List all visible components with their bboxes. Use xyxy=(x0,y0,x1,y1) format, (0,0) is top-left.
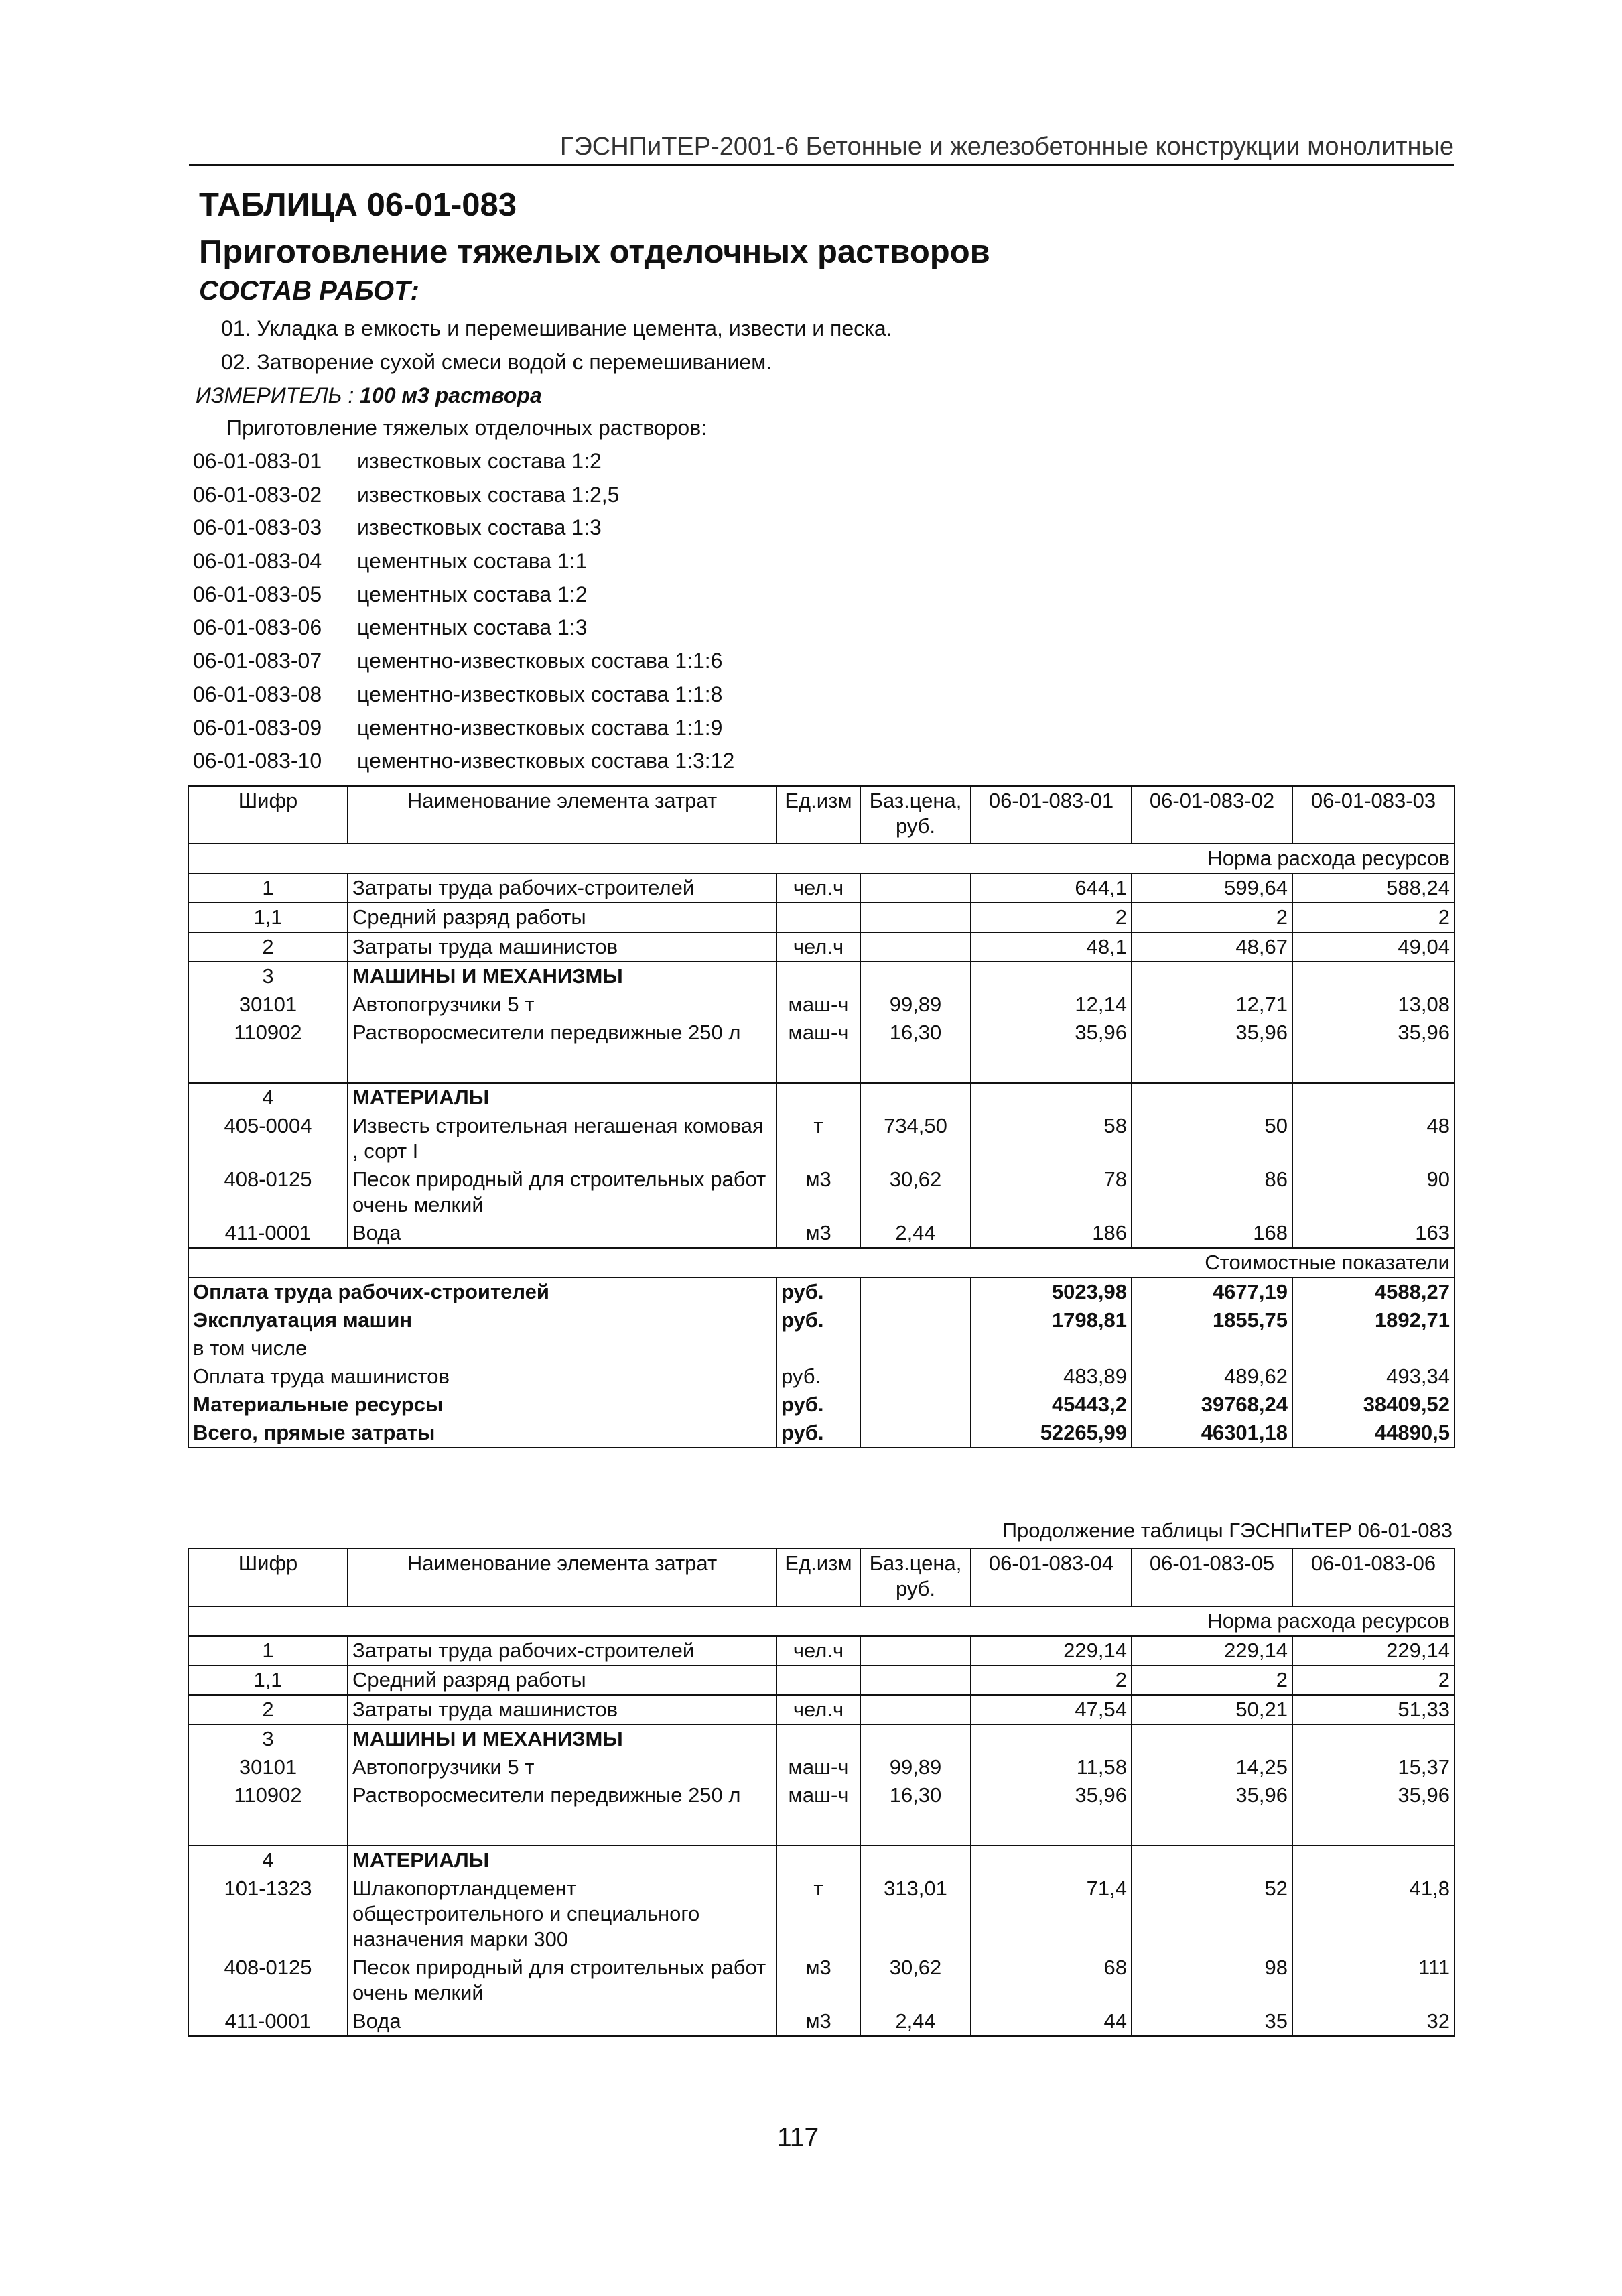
row-value: 35,96 xyxy=(971,1019,1132,1083)
cost-label-row xyxy=(188,1248,1455,1277)
variant-code: 06-01-083-08 xyxy=(193,682,322,706)
row-value: 35,96 xyxy=(971,1781,1132,1846)
cost-value: 4677,19 xyxy=(1132,1277,1292,1306)
row-value: 599,64 xyxy=(1132,873,1292,903)
col-header-variant: 06-01-083-06 xyxy=(1292,1549,1455,1606)
row-name: Растворосмесители передвижные 250 л xyxy=(348,1781,776,1846)
variant-item xyxy=(193,578,734,612)
row-unit: м3 xyxy=(776,1954,860,2007)
row-value: 52 xyxy=(1132,1874,1292,1954)
row-value: 35,96 xyxy=(1292,1019,1455,1083)
row-code: 411-0001 xyxy=(188,1219,348,1248)
group-row xyxy=(188,1724,1455,1753)
row-value: 49,04 xyxy=(1292,932,1455,962)
table-row xyxy=(188,1954,1455,2007)
cost-row xyxy=(188,1362,1455,1391)
measure-line xyxy=(196,383,542,408)
row-value: 12,14 xyxy=(971,991,1132,1019)
row-value: 48 xyxy=(1292,1112,1455,1165)
row-unit: м3 xyxy=(776,2007,860,2036)
row-value: 2 xyxy=(1132,903,1292,932)
variant-code: 06-01-083-09 xyxy=(193,715,322,740)
row-name: Затраты труда машинистов xyxy=(348,1695,776,1724)
col-header-price: Баз.цена, руб. xyxy=(860,786,971,844)
col-header-variant: 06-01-083-03 xyxy=(1292,786,1455,844)
measure-label: ИЗМЕРИТЕЛЬ : xyxy=(196,383,354,407)
variant-name: цементно-известковых состава 1:1:6 xyxy=(357,649,723,674)
variant-code: 06-01-083-02 xyxy=(193,482,322,507)
table-row xyxy=(188,1636,1455,1665)
cost-value: 493,34 xyxy=(1292,1362,1455,1391)
row-price xyxy=(860,1665,971,1695)
continuation-note: Продолжение таблицы ГЭСНПиТЕР 06-01-083 xyxy=(1002,1519,1452,1542)
variant-code: 06-01-083-01 xyxy=(193,449,322,473)
cost-value: 483,89 xyxy=(971,1362,1132,1391)
table-row xyxy=(188,991,1455,1019)
row-value: 78 xyxy=(971,1165,1132,1219)
variant-list xyxy=(193,445,734,778)
variant-item xyxy=(193,678,734,712)
table-header-row xyxy=(188,786,1455,844)
row-value: 168 xyxy=(1132,1219,1292,1248)
row-code: 411-0001 xyxy=(188,2007,348,2036)
norm-label: Норма расхода ресурсов xyxy=(188,1606,1455,1636)
row-value: 2 xyxy=(1132,1665,1292,1695)
col-header-name: Наименование элемента затрат xyxy=(348,786,776,844)
group-code: 4 xyxy=(188,1083,348,1112)
row-unit: чел.ч xyxy=(776,1695,860,1724)
row-unit: маш-ч xyxy=(776,1781,860,1846)
table-title: ТАБЛИЦА 06-01-083 xyxy=(199,187,517,223)
row-name: Вода xyxy=(348,1219,776,1248)
group-row xyxy=(188,1083,1455,1112)
group-name: МАШИНЫ И МЕХАНИЗМЫ xyxy=(348,962,776,991)
col-header-unit: Ед.изм xyxy=(776,786,860,844)
row-unit: м3 xyxy=(776,1165,860,1219)
variant-item xyxy=(193,445,734,479)
row-code: 30101 xyxy=(188,991,348,1019)
cost-value: 5023,98 xyxy=(971,1277,1132,1306)
table-row xyxy=(188,903,1455,932)
variant-code: 06-01-083-03 xyxy=(193,515,322,540)
row-unit: чел.ч xyxy=(776,1636,860,1665)
row-value: 50 xyxy=(1132,1112,1292,1165)
row-value: 11,58 xyxy=(971,1753,1132,1781)
variant-name: цементных состава 1:2 xyxy=(357,582,588,607)
row-value: 68 xyxy=(971,1954,1132,2007)
row-unit xyxy=(776,1665,860,1695)
variant-item xyxy=(193,745,734,778)
cost-row xyxy=(188,1306,1455,1334)
table-header-row xyxy=(188,1549,1455,1606)
table-row xyxy=(188,1019,1455,1083)
variant-name: цементно-известковых состава 1:3:12 xyxy=(357,749,735,773)
cost-value: 39768,24 xyxy=(1132,1391,1292,1419)
group-name: МАТЕРИАЛЫ xyxy=(348,1846,776,1874)
work-item: 02. Затворение сухой смеси водой с перемешиванием. xyxy=(221,350,772,374)
row-value: 48,1 xyxy=(971,932,1132,962)
row-unit: м3 xyxy=(776,1219,860,1248)
variant-item xyxy=(193,479,734,512)
row-value: 32 xyxy=(1292,2007,1455,2036)
cost-unit: руб. xyxy=(776,1362,860,1391)
row-unit: т xyxy=(776,1874,860,1954)
row-price: 2,44 xyxy=(860,1219,971,1248)
cost-name: Оплата труда рабочих-строителей xyxy=(188,1277,776,1306)
variant-name: известковых состава 1:2 xyxy=(357,449,602,473)
row-price xyxy=(860,1695,971,1724)
row-unit: чел.ч xyxy=(776,873,860,903)
table-row xyxy=(188,1695,1455,1724)
cost-name: Оплата труда машинистов xyxy=(188,1362,776,1391)
row-value: 644,1 xyxy=(971,873,1132,903)
running-header: ГЭСНПиТЕР-2001-6 Бетонные и железобетонные конструкции монолитные xyxy=(189,133,1454,166)
row-name: Средний разряд работы xyxy=(348,1665,776,1695)
row-value: 48,67 xyxy=(1132,932,1292,962)
row-code: 2 xyxy=(188,1695,348,1724)
col-header-price: Баз.цена, руб. xyxy=(860,1549,971,1606)
cost-value: 45443,2 xyxy=(971,1391,1132,1419)
cost-name: Эксплуатация машин xyxy=(188,1306,776,1334)
row-value: 35,96 xyxy=(1292,1781,1455,1846)
cost-unit: руб. xyxy=(776,1391,860,1419)
row-value: 12,71 xyxy=(1132,991,1292,1019)
row-value: 35,96 xyxy=(1132,1781,1292,1846)
variant-item xyxy=(193,511,734,545)
row-value: 2 xyxy=(971,1665,1132,1695)
row-value: 50,21 xyxy=(1132,1695,1292,1724)
variant-code: 06-01-083-10 xyxy=(193,749,322,773)
col-header-variant: 06-01-083-05 xyxy=(1132,1549,1292,1606)
page-number: 117 xyxy=(777,2123,819,2152)
row-value: 86 xyxy=(1132,1165,1292,1219)
cost-unit: руб. xyxy=(776,1419,860,1448)
row-price: 30,62 xyxy=(860,1954,971,2007)
row-price: 734,50 xyxy=(860,1112,971,1165)
table-row xyxy=(188,1874,1455,1954)
table-row xyxy=(188,932,1455,962)
table-row xyxy=(188,1112,1455,1165)
row-name: Автопогрузчики 5 т xyxy=(348,1753,776,1781)
row-code: 1 xyxy=(188,1636,348,1665)
row-value: 111 xyxy=(1292,1954,1455,2007)
group-name: МАШИНЫ И МЕХАНИЗМЫ xyxy=(348,1724,776,1753)
row-value: 163 xyxy=(1292,1219,1455,1248)
row-price: 30,62 xyxy=(860,1165,971,1219)
row-price xyxy=(860,1636,971,1665)
variant-item xyxy=(193,611,734,645)
variant-name: известковых состава 1:3 xyxy=(357,515,602,540)
row-code: 408-0125 xyxy=(188,1954,348,2007)
group-code: 4 xyxy=(188,1846,348,1874)
group-row xyxy=(188,1846,1455,1874)
row-name: Песок природный для строительных работ очень мелкий xyxy=(348,1165,776,1219)
cost-value: 52265,99 xyxy=(971,1419,1132,1448)
variant-item xyxy=(193,545,734,578)
row-value: 588,24 xyxy=(1292,873,1455,903)
col-header-variant: 06-01-083-01 xyxy=(971,786,1132,844)
cost-row xyxy=(188,1391,1455,1419)
row-value: 2 xyxy=(1292,1665,1455,1695)
norm-label: Норма расхода ресурсов xyxy=(188,844,1455,873)
row-code: 101-1323 xyxy=(188,1874,348,1954)
row-unit: маш-ч xyxy=(776,991,860,1019)
cost-value: 1855,75 xyxy=(1132,1306,1292,1334)
col-header-code: Шифр xyxy=(188,1549,348,1606)
row-code: 30101 xyxy=(188,1753,348,1781)
work-item: 01. Укладка в емкость и перемешивание цемента, извести и песка. xyxy=(221,316,892,340)
cost-value: 489,62 xyxy=(1132,1362,1292,1391)
cost-label: Стоимостные показатели xyxy=(188,1248,1455,1277)
row-value: 51,33 xyxy=(1292,1695,1455,1724)
table-row xyxy=(188,873,1455,903)
row-value: 13,08 xyxy=(1292,991,1455,1019)
row-price xyxy=(860,903,971,932)
cost-value: 1892,71 xyxy=(1292,1306,1455,1334)
variant-name: цементных состава 1:3 xyxy=(357,615,588,640)
cost-row xyxy=(188,1334,1455,1362)
row-value: 229,14 xyxy=(1292,1636,1455,1665)
row-code: 1,1 xyxy=(188,903,348,932)
row-name: Затраты труда рабочих-строителей xyxy=(348,873,776,903)
resource-table-1 xyxy=(188,785,1455,1448)
row-unit: маш-ч xyxy=(776,1753,860,1781)
col-header-code: Шифр xyxy=(188,786,348,844)
variant-name: цементных состава 1:1 xyxy=(357,549,588,574)
row-value: 35 xyxy=(1132,2007,1292,2036)
row-name: Затраты труда рабочих-строителей xyxy=(348,1636,776,1665)
row-name: Известь строительная негашеная комовая , сорт I xyxy=(348,1112,776,1165)
row-code: 408-0125 xyxy=(188,1165,348,1219)
row-price: 2,44 xyxy=(860,2007,971,2036)
col-header-unit: Ед.изм xyxy=(776,1549,860,1606)
row-value: 35,96 xyxy=(1132,1019,1292,1083)
cost-value: 44890,5 xyxy=(1292,1419,1455,1448)
row-code: 110902 xyxy=(188,1781,348,1846)
variant-name: цементно-известковых состава 1:1:9 xyxy=(357,715,723,740)
row-name: Автопогрузчики 5 т xyxy=(348,991,776,1019)
table-row xyxy=(188,1665,1455,1695)
norm-label-row xyxy=(188,1606,1455,1636)
group-code: 3 xyxy=(188,962,348,991)
row-value: 229,14 xyxy=(1132,1636,1292,1665)
variant-item xyxy=(193,645,734,678)
cost-value: 38409,52 xyxy=(1292,1391,1455,1419)
row-name: Песок природный для строительных работ очень мелкий xyxy=(348,1954,776,2007)
cost-row xyxy=(188,1277,1455,1306)
row-name: Вода xyxy=(348,2007,776,2036)
row-name: Шлакопортландцемент общестроительного и специального назначения марки 300 xyxy=(348,1874,776,1954)
row-value: 47,54 xyxy=(971,1695,1132,1724)
table-row xyxy=(188,1165,1455,1219)
group-name: МАТЕРИАЛЫ xyxy=(348,1083,776,1112)
col-header-name: Наименование элемента затрат xyxy=(348,1549,776,1606)
table-row xyxy=(188,1753,1455,1781)
row-code: 1 xyxy=(188,873,348,903)
row-value: 44 xyxy=(971,2007,1132,2036)
cost-row xyxy=(188,1419,1455,1448)
row-value: 98 xyxy=(1132,1954,1292,2007)
row-unit xyxy=(776,903,860,932)
row-code: 405-0004 xyxy=(188,1112,348,1165)
cost-name: Материальные ресурсы xyxy=(188,1391,776,1419)
row-price: 16,30 xyxy=(860,1019,971,1083)
variants-intro: Приготовление тяжелых отделочных растворов: xyxy=(226,416,707,440)
row-value: 90 xyxy=(1292,1165,1455,1219)
row-value: 71,4 xyxy=(971,1874,1132,1954)
row-name: Затраты труда машинистов xyxy=(348,932,776,962)
cost-value: 46301,18 xyxy=(1132,1419,1292,1448)
cost-value: 4588,27 xyxy=(1292,1277,1455,1306)
row-price xyxy=(860,932,971,962)
variant-name: известковых состава 1:2,5 xyxy=(357,482,620,507)
row-value: 2 xyxy=(971,903,1132,932)
table-row xyxy=(188,1219,1455,1248)
table-row xyxy=(188,2007,1455,2036)
row-value: 186 xyxy=(971,1219,1132,1248)
row-unit: т xyxy=(776,1112,860,1165)
variant-code: 06-01-083-07 xyxy=(193,649,322,674)
cost-name: в том числе xyxy=(188,1334,776,1362)
table-row xyxy=(188,1781,1455,1846)
measure-value: 100 м3 раствора xyxy=(360,383,542,407)
row-price: 16,30 xyxy=(860,1781,971,1846)
row-value: 15,37 xyxy=(1292,1753,1455,1781)
row-value: 2 xyxy=(1292,903,1455,932)
row-name: Растворосмесители передвижные 250 л xyxy=(348,1019,776,1083)
variant-code: 06-01-083-06 xyxy=(193,615,322,640)
cost-unit: руб. xyxy=(776,1306,860,1334)
row-value: 229,14 xyxy=(971,1636,1132,1665)
group-row xyxy=(188,962,1455,991)
resource-table-2 xyxy=(188,1548,1455,2037)
row-price: 99,89 xyxy=(860,991,971,1019)
col-header-variant: 06-01-083-04 xyxy=(971,1549,1132,1606)
variant-code: 06-01-083-05 xyxy=(193,582,322,607)
row-value: 41,8 xyxy=(1292,1874,1455,1954)
row-name: Средний разряд работы xyxy=(348,903,776,932)
cost-name: Всего, прямые затраты xyxy=(188,1419,776,1448)
group-code: 3 xyxy=(188,1724,348,1753)
table-subtitle: Приготовление тяжелых отделочных растворов xyxy=(199,234,990,270)
row-unit: маш-ч xyxy=(776,1019,860,1083)
row-code: 110902 xyxy=(188,1019,348,1083)
row-price: 99,89 xyxy=(860,1753,971,1781)
row-value: 58 xyxy=(971,1112,1132,1165)
cost-unit: руб. xyxy=(776,1277,860,1306)
row-price xyxy=(860,873,971,903)
row-code: 1,1 xyxy=(188,1665,348,1695)
row-code: 2 xyxy=(188,932,348,962)
norm-label-row xyxy=(188,844,1455,873)
row-unit: чел.ч xyxy=(776,932,860,962)
work-section-label: СОСТАВ РАБОТ: xyxy=(199,276,419,306)
variant-item xyxy=(193,712,734,745)
variant-name: цементно-известковых состава 1:1:8 xyxy=(357,682,723,706)
row-value: 14,25 xyxy=(1132,1753,1292,1781)
variant-code: 06-01-083-04 xyxy=(193,549,322,574)
cost-value: 1798,81 xyxy=(971,1306,1132,1334)
row-price: 313,01 xyxy=(860,1874,971,1954)
col-header-variant: 06-01-083-02 xyxy=(1132,786,1292,844)
